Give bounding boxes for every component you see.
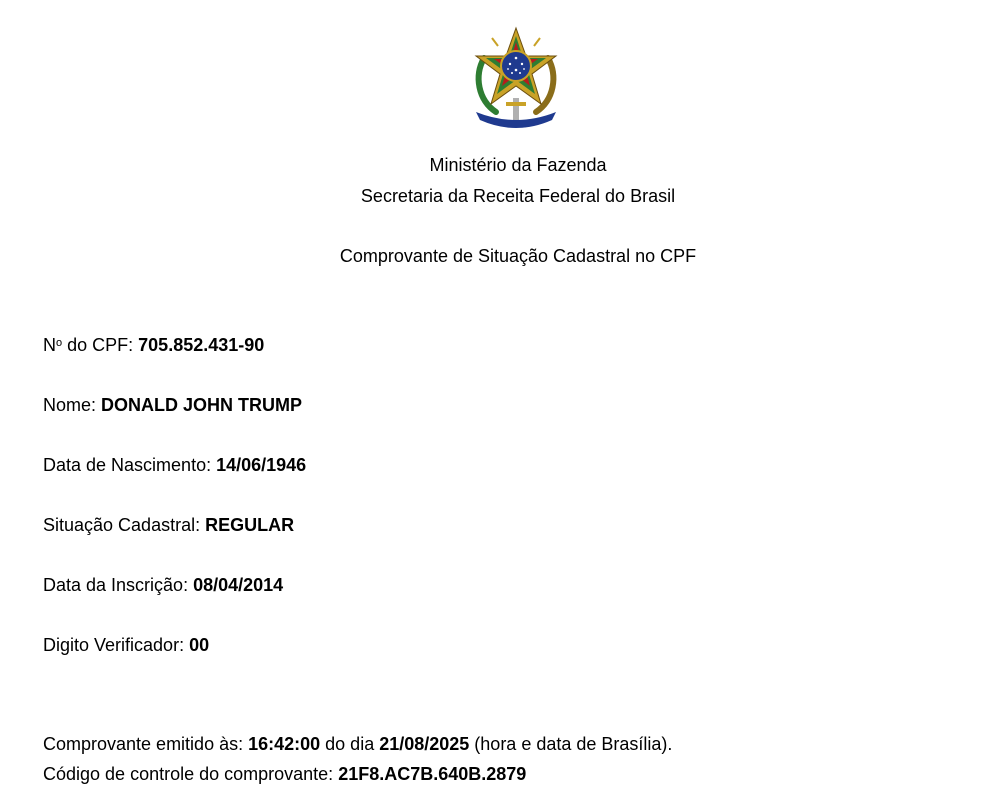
registration-date-label: Data da Inscrição:	[43, 575, 194, 595]
birth-date-value: 14/06/1946	[216, 455, 307, 475]
cpf-field	[43, 334, 264, 356]
control-code-line	[43, 763, 526, 785]
registration-date-field	[43, 574, 283, 596]
issued-middle: do dia	[320, 734, 380, 754]
name-value: DONALD JOHN TRUMP	[101, 395, 303, 415]
check-digit-value: 00	[189, 635, 210, 655]
issued-time: 16:42:00	[248, 734, 321, 754]
brazil-coat-of-arms-emblem	[470, 24, 562, 128]
ministry-title: Ministério da Fazenda	[429, 155, 607, 175]
cpf-label-suffix: do CPF:	[62, 335, 139, 355]
document-title: Comprovante de Situação Cadastral no CPF	[339, 246, 697, 266]
birth-date-field	[43, 454, 306, 476]
issued-line	[43, 733, 672, 755]
birth-date-label: Data de Nascimento:	[43, 455, 217, 475]
secretariat-title: Secretaria da Receita Federal do Brasil	[360, 186, 676, 206]
registration-date-value: 08/04/2014	[193, 575, 284, 595]
name-field	[43, 394, 302, 416]
cpf-label-prefix: N	[43, 335, 56, 355]
name-label: Nome:	[43, 395, 102, 415]
status-field	[43, 514, 294, 536]
cpf-value: 705.852.431-90	[138, 335, 265, 355]
issued-prefix: Comprovante emitido às:	[43, 734, 249, 754]
control-code-label: Código de controle do comprovante:	[43, 764, 339, 784]
status-value: REGULAR	[205, 515, 295, 535]
issued-suffix: (hora e data de Brasília).	[469, 734, 673, 754]
control-code-value: 21F8.AC7B.640B.2879	[338, 764, 527, 784]
cpf-label-sup: o	[56, 337, 63, 349]
status-label: Situação Cadastral:	[43, 515, 206, 535]
issued-date: 21/08/2025	[379, 734, 470, 754]
check-digit-label: Digito Verificador:	[43, 635, 190, 655]
check-digit-field	[43, 634, 209, 656]
